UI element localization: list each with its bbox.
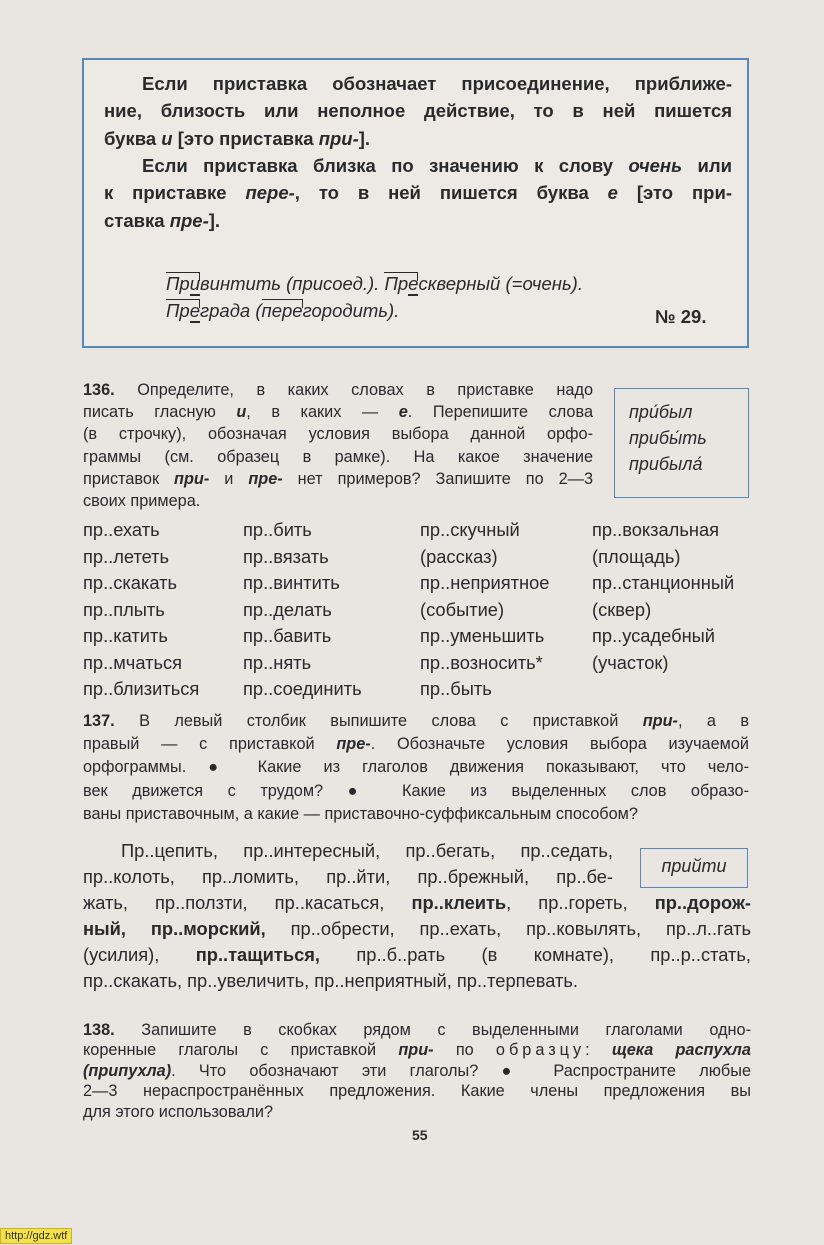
word-item: пр..возносить* bbox=[420, 651, 543, 673]
text-segment: 136. bbox=[83, 381, 115, 399]
text-line bbox=[83, 890, 751, 916]
word-item: пр..плыть bbox=[83, 598, 165, 620]
text-line bbox=[83, 733, 749, 756]
exercise-137-text bbox=[83, 710, 749, 826]
text-line bbox=[83, 916, 751, 942]
text-segment: ]. bbox=[208, 209, 221, 231]
text-segment: . Что обозначают эти глаголы? ● Распространите любые bbox=[171, 1061, 751, 1080]
text-segment: . Перепишите слова bbox=[407, 403, 593, 422]
text-segment: и bbox=[161, 127, 173, 149]
text-segment: ние, близость или неполное действие, то в ней пишется bbox=[104, 100, 732, 122]
text-segment: Пр bbox=[166, 273, 190, 294]
text-segment: Если приставка близка по значению к слову bbox=[142, 155, 629, 176]
text-line bbox=[166, 270, 686, 297]
text-segment: [это при- bbox=[617, 182, 732, 204]
text-segment: Определите, в каких словах в приставке надо bbox=[114, 381, 593, 399]
word-item: пр..бить bbox=[243, 519, 312, 540]
text-segment: 138. bbox=[83, 1021, 115, 1039]
text-line bbox=[83, 864, 613, 890]
text-line bbox=[104, 70, 732, 97]
word-item: пр..быть bbox=[420, 678, 492, 699]
text-segment: , в каких — bbox=[246, 403, 399, 422]
text-line bbox=[83, 423, 593, 445]
text-line bbox=[83, 1040, 751, 1060]
word-item: пр..вокзальная bbox=[592, 519, 720, 540]
text-segment: буква bbox=[104, 127, 162, 149]
text-segment: щека распухла bbox=[611, 1041, 751, 1060]
word-item: пр..делать bbox=[243, 598, 332, 620]
word-item: (сквер) bbox=[592, 598, 652, 620]
word-item: пр..нять bbox=[243, 651, 312, 673]
text-line bbox=[83, 379, 593, 401]
text-segment: жать, пр..ползти, пр..касаться, bbox=[83, 892, 412, 913]
text-segment: 137. bbox=[83, 712, 115, 730]
sample-word: прийти bbox=[661, 856, 727, 876]
text-segment: приставок bbox=[83, 469, 175, 488]
sample-word: прибыла́ bbox=[629, 454, 703, 474]
text-segment: скверный (=очень). bbox=[418, 273, 583, 294]
word-item: пр..близиться bbox=[83, 678, 200, 699]
text-segment: пр..тащиться, bbox=[195, 944, 320, 965]
text-line bbox=[83, 1061, 751, 1081]
text-segment: Пр bbox=[166, 300, 190, 322]
exercise-137-words-rest bbox=[83, 890, 751, 994]
text-line bbox=[83, 968, 751, 994]
word-item: пр..скакать bbox=[83, 572, 177, 593]
word-item: пр..станционный bbox=[592, 572, 735, 593]
text-line bbox=[83, 490, 593, 512]
text-segment: 2—3 нераспространённых предложения. Какие члены предложения вы bbox=[83, 1082, 751, 1101]
text-segment: при- bbox=[174, 469, 210, 488]
text-line bbox=[83, 446, 593, 468]
text-segment: пере- bbox=[245, 182, 295, 204]
sample-word: прибы́ть bbox=[629, 428, 707, 448]
text-segment: ваны приставочным, а какие — приставочно-суффиксальным способом? bbox=[83, 804, 638, 823]
text-line bbox=[83, 838, 613, 864]
rule-paragraph-pre bbox=[104, 152, 732, 234]
text-line bbox=[104, 152, 732, 179]
text-segment: коренные глаголы с приставкой bbox=[83, 1041, 399, 1060]
text-line bbox=[104, 125, 732, 152]
word-item: (событие) bbox=[420, 598, 505, 620]
rule-number: № 29. bbox=[655, 306, 707, 327]
text-line bbox=[83, 756, 749, 779]
text-segment: . Обозначьте условия выбора изучаемой bbox=[370, 735, 749, 754]
exercise-138-text bbox=[83, 1020, 751, 1122]
text-segment: (припухла) bbox=[83, 1061, 172, 1080]
text-segment: , то в ней пишется буква bbox=[294, 182, 608, 204]
text-segment: орфограммы. ● Какие из глаголов движения показывают, что чело- bbox=[83, 758, 749, 777]
word-column bbox=[83, 517, 199, 703]
sample-word: при́был bbox=[629, 402, 693, 422]
exercise-136-text bbox=[83, 379, 593, 512]
word-item: пр..вязать bbox=[243, 545, 329, 567]
text-segment: ]. bbox=[358, 127, 371, 149]
footer-link[interactable]: http://gdz.wtf bbox=[0, 1228, 72, 1244]
text-segment: е bbox=[408, 273, 419, 294]
text-segment: при- bbox=[398, 1041, 434, 1060]
text-line bbox=[104, 97, 732, 124]
text-segment: пр..скакать, пр..увеличить, пр..неприятный, пр..терпевать. bbox=[83, 970, 578, 991]
text-segment: писать гласную bbox=[83, 403, 237, 422]
text-segment: пр..обрести, пр..ехать, пр..ковылять, пр..л..гать bbox=[265, 918, 751, 939]
text-segment: и bbox=[236, 403, 247, 422]
text-segment: е bbox=[607, 182, 618, 204]
text-line bbox=[83, 780, 749, 803]
text-segment: [это приставка bbox=[172, 127, 319, 149]
text-segment: Если приставка обозначает присоединение, приближе- bbox=[142, 73, 732, 94]
text-segment: е bbox=[189, 300, 200, 322]
text-segment: образцу bbox=[495, 1041, 586, 1060]
rule-paragraph-pri bbox=[104, 70, 732, 152]
word-item: пр..уменьшить bbox=[420, 625, 545, 646]
text-line bbox=[83, 710, 749, 733]
exercise-136-word-table bbox=[83, 517, 753, 703]
text-line bbox=[83, 401, 593, 423]
word-item: (участок) bbox=[592, 651, 669, 673]
text-segment: по bbox=[433, 1041, 496, 1060]
text-segment: , а в bbox=[677, 712, 750, 730]
text-line bbox=[83, 1102, 751, 1122]
text-segment: пр..дорож- bbox=[654, 892, 751, 913]
text-line bbox=[83, 1081, 751, 1101]
text-segment: граммы (см. образец в рамке). На какое значение bbox=[83, 447, 593, 466]
exercise-136-sample-box bbox=[614, 388, 749, 498]
text-line bbox=[104, 207, 732, 234]
text-segment: пр..б..рать (в комнате), пр..р..стать, bbox=[320, 944, 752, 965]
word-item: пр..ехать bbox=[83, 519, 160, 540]
word-column bbox=[243, 517, 362, 703]
exercise-137-sample-box bbox=[640, 848, 748, 888]
text-segment: ставка bbox=[104, 209, 170, 231]
text-segment: , пр..гореть, bbox=[506, 892, 655, 913]
text-segment: при- bbox=[642, 712, 678, 730]
text-segment: своих примера. bbox=[83, 492, 201, 511]
text-segment: града ( bbox=[200, 300, 262, 322]
text-segment: при- bbox=[318, 127, 359, 149]
word-item: (рассказ) bbox=[420, 545, 498, 567]
text-segment: очень bbox=[628, 155, 683, 176]
text-segment: пре- bbox=[169, 209, 209, 231]
text-segment: ный, пр..морский, bbox=[83, 918, 266, 939]
text-segment: пре- bbox=[336, 735, 371, 754]
text-segment: правый — с приставкой bbox=[83, 735, 337, 754]
text-line bbox=[83, 942, 751, 968]
text-segment: Пр bbox=[384, 273, 409, 294]
word-item: пр..лететь bbox=[83, 545, 170, 567]
text-segment: Запишите в скобках рядом с выделенными глаголами одно- bbox=[114, 1021, 751, 1039]
page-number: 55 bbox=[412, 1127, 428, 1143]
word-item: пр..скучный bbox=[420, 519, 520, 540]
text-line bbox=[104, 179, 732, 206]
word-column bbox=[592, 517, 734, 676]
word-item: пр..катить bbox=[83, 625, 168, 646]
word-item: пр..бавить bbox=[243, 625, 332, 646]
exercise-137-words-top bbox=[83, 838, 613, 890]
text-line bbox=[83, 1020, 751, 1040]
text-segment: : bbox=[585, 1041, 612, 1060]
text-segment: пере bbox=[261, 300, 303, 322]
text-segment: нет примеров? Запишите по 2—3 bbox=[282, 469, 594, 488]
text-segment: и bbox=[209, 469, 249, 488]
text-segment: век движется с трудом? ● Какие из выделенных слов образо- bbox=[83, 781, 749, 800]
text-segment: к приставке bbox=[104, 182, 246, 204]
text-segment: (усилия), bbox=[83, 944, 196, 965]
word-item: пр..усадебный bbox=[592, 625, 716, 646]
text-segment: В левый столбик выпишите слова с приставкой bbox=[114, 712, 643, 730]
word-item: (площадь) bbox=[592, 545, 681, 567]
text-line bbox=[83, 803, 749, 826]
text-segment: е bbox=[398, 403, 408, 422]
text-segment: пр..колоть, пр..ломить, пр..йти, пр..брежный, пр..бе- bbox=[83, 866, 613, 887]
text-segment: и bbox=[189, 273, 200, 294]
text-segment: городить). bbox=[302, 300, 400, 322]
text-segment: или bbox=[682, 155, 732, 176]
word-item: пр..винтить bbox=[243, 572, 340, 593]
text-segment: пре- bbox=[248, 469, 283, 488]
word-column bbox=[420, 517, 549, 703]
text-segment: (в строчку), обозначая условия выбора данной орфо- bbox=[83, 425, 593, 444]
word-item: пр..неприятное bbox=[420, 572, 550, 593]
text-line bbox=[166, 297, 686, 324]
rule-examples bbox=[166, 270, 686, 325]
text-segment: винтить (присоед.). bbox=[200, 273, 385, 294]
text-segment: пр..клеить bbox=[411, 892, 507, 913]
text-line bbox=[83, 468, 593, 490]
text-segment: для этого использовали? bbox=[83, 1102, 274, 1121]
word-item: пр..мчаться bbox=[83, 651, 183, 673]
word-item: пр..соединить bbox=[243, 678, 362, 699]
text-segment: Пр..цепить, пр..интересный, пр..бегать, пр..седать, bbox=[121, 840, 613, 861]
